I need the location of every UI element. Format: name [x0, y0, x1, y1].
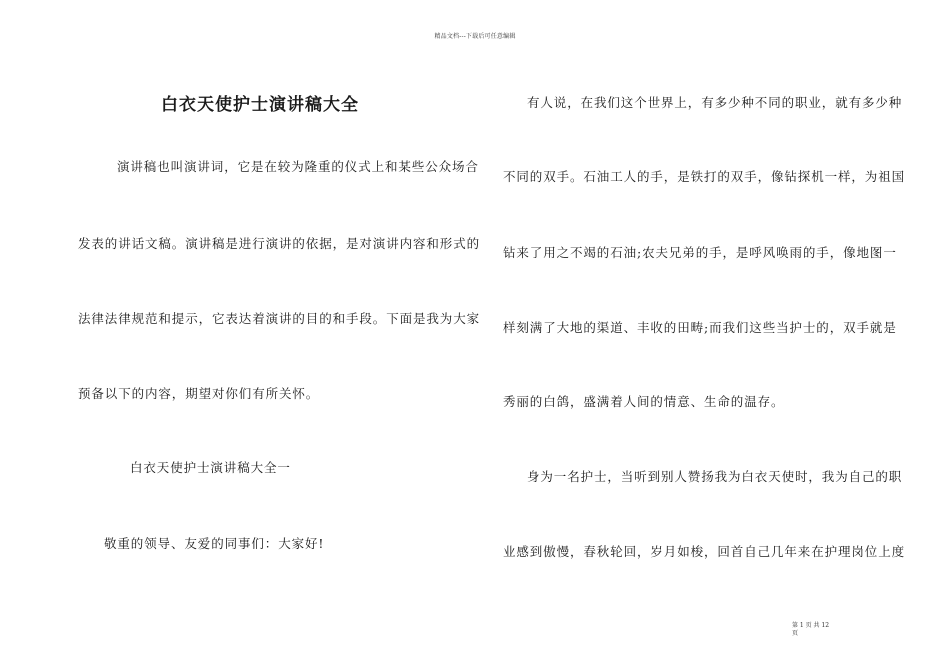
right-paragraph-line: 钻来了用之不竭的石油;农夫兄弟的手，是呼风唤雨的手，像地图一: [503, 245, 897, 260]
page-number-line: 第 1 页 共 12: [792, 622, 830, 629]
left-paragraph-line: 预备以下的内容，期望对你们有所关怀。: [78, 386, 320, 401]
left-paragraph-line: 法律法律规范和提示，它表达着演讲的目的和手段。下面是我为大家: [78, 311, 481, 326]
greeting-line: 敬重的领导、友爱的同事们：大家好!: [104, 536, 325, 551]
right-paragraph-line: 不同的双手。石油工人的手，是铁打的双手，像钻探机一样，为祖国: [503, 169, 906, 184]
section-heading: 白衣天使护士演讲稿大全一: [130, 460, 291, 475]
page-header: 精品文档---下载后可任意编辑: [434, 33, 516, 40]
right-paragraph-line: 有人说，在我们这个世界上，有多少种不同的职业，就有多少种: [527, 95, 903, 110]
left-paragraph-line: 演讲稿也叫演讲词，它是在较为隆重的仪式上和某些公众场合: [117, 159, 479, 174]
document-title: 白衣天使护士演讲稿大全: [161, 95, 359, 115]
right-paragraph-line: 秀丽的白鸽，盛满着人间的情意、生命的温存。: [503, 394, 785, 409]
page-number: [792, 622, 829, 638]
right-paragraph-line: 身为一名护士，当听到别人赞扬我为白衣天使时，我为自己的职: [527, 469, 903, 484]
page-number-line: 页: [792, 630, 799, 637]
right-paragraph-line: 样刻满了大地的渠道、丰收的田畴;而我们这些当护士的，双手就是: [503, 320, 897, 335]
right-paragraph-line: 业感到傲慢，春秋轮回，岁月如梭，回首自己几年来在护理岗位上度: [503, 544, 906, 559]
left-paragraph-line: 发表的讲话文稿。演讲稿是进行演讲的依据，是对演讲内容和形式的: [78, 236, 481, 251]
